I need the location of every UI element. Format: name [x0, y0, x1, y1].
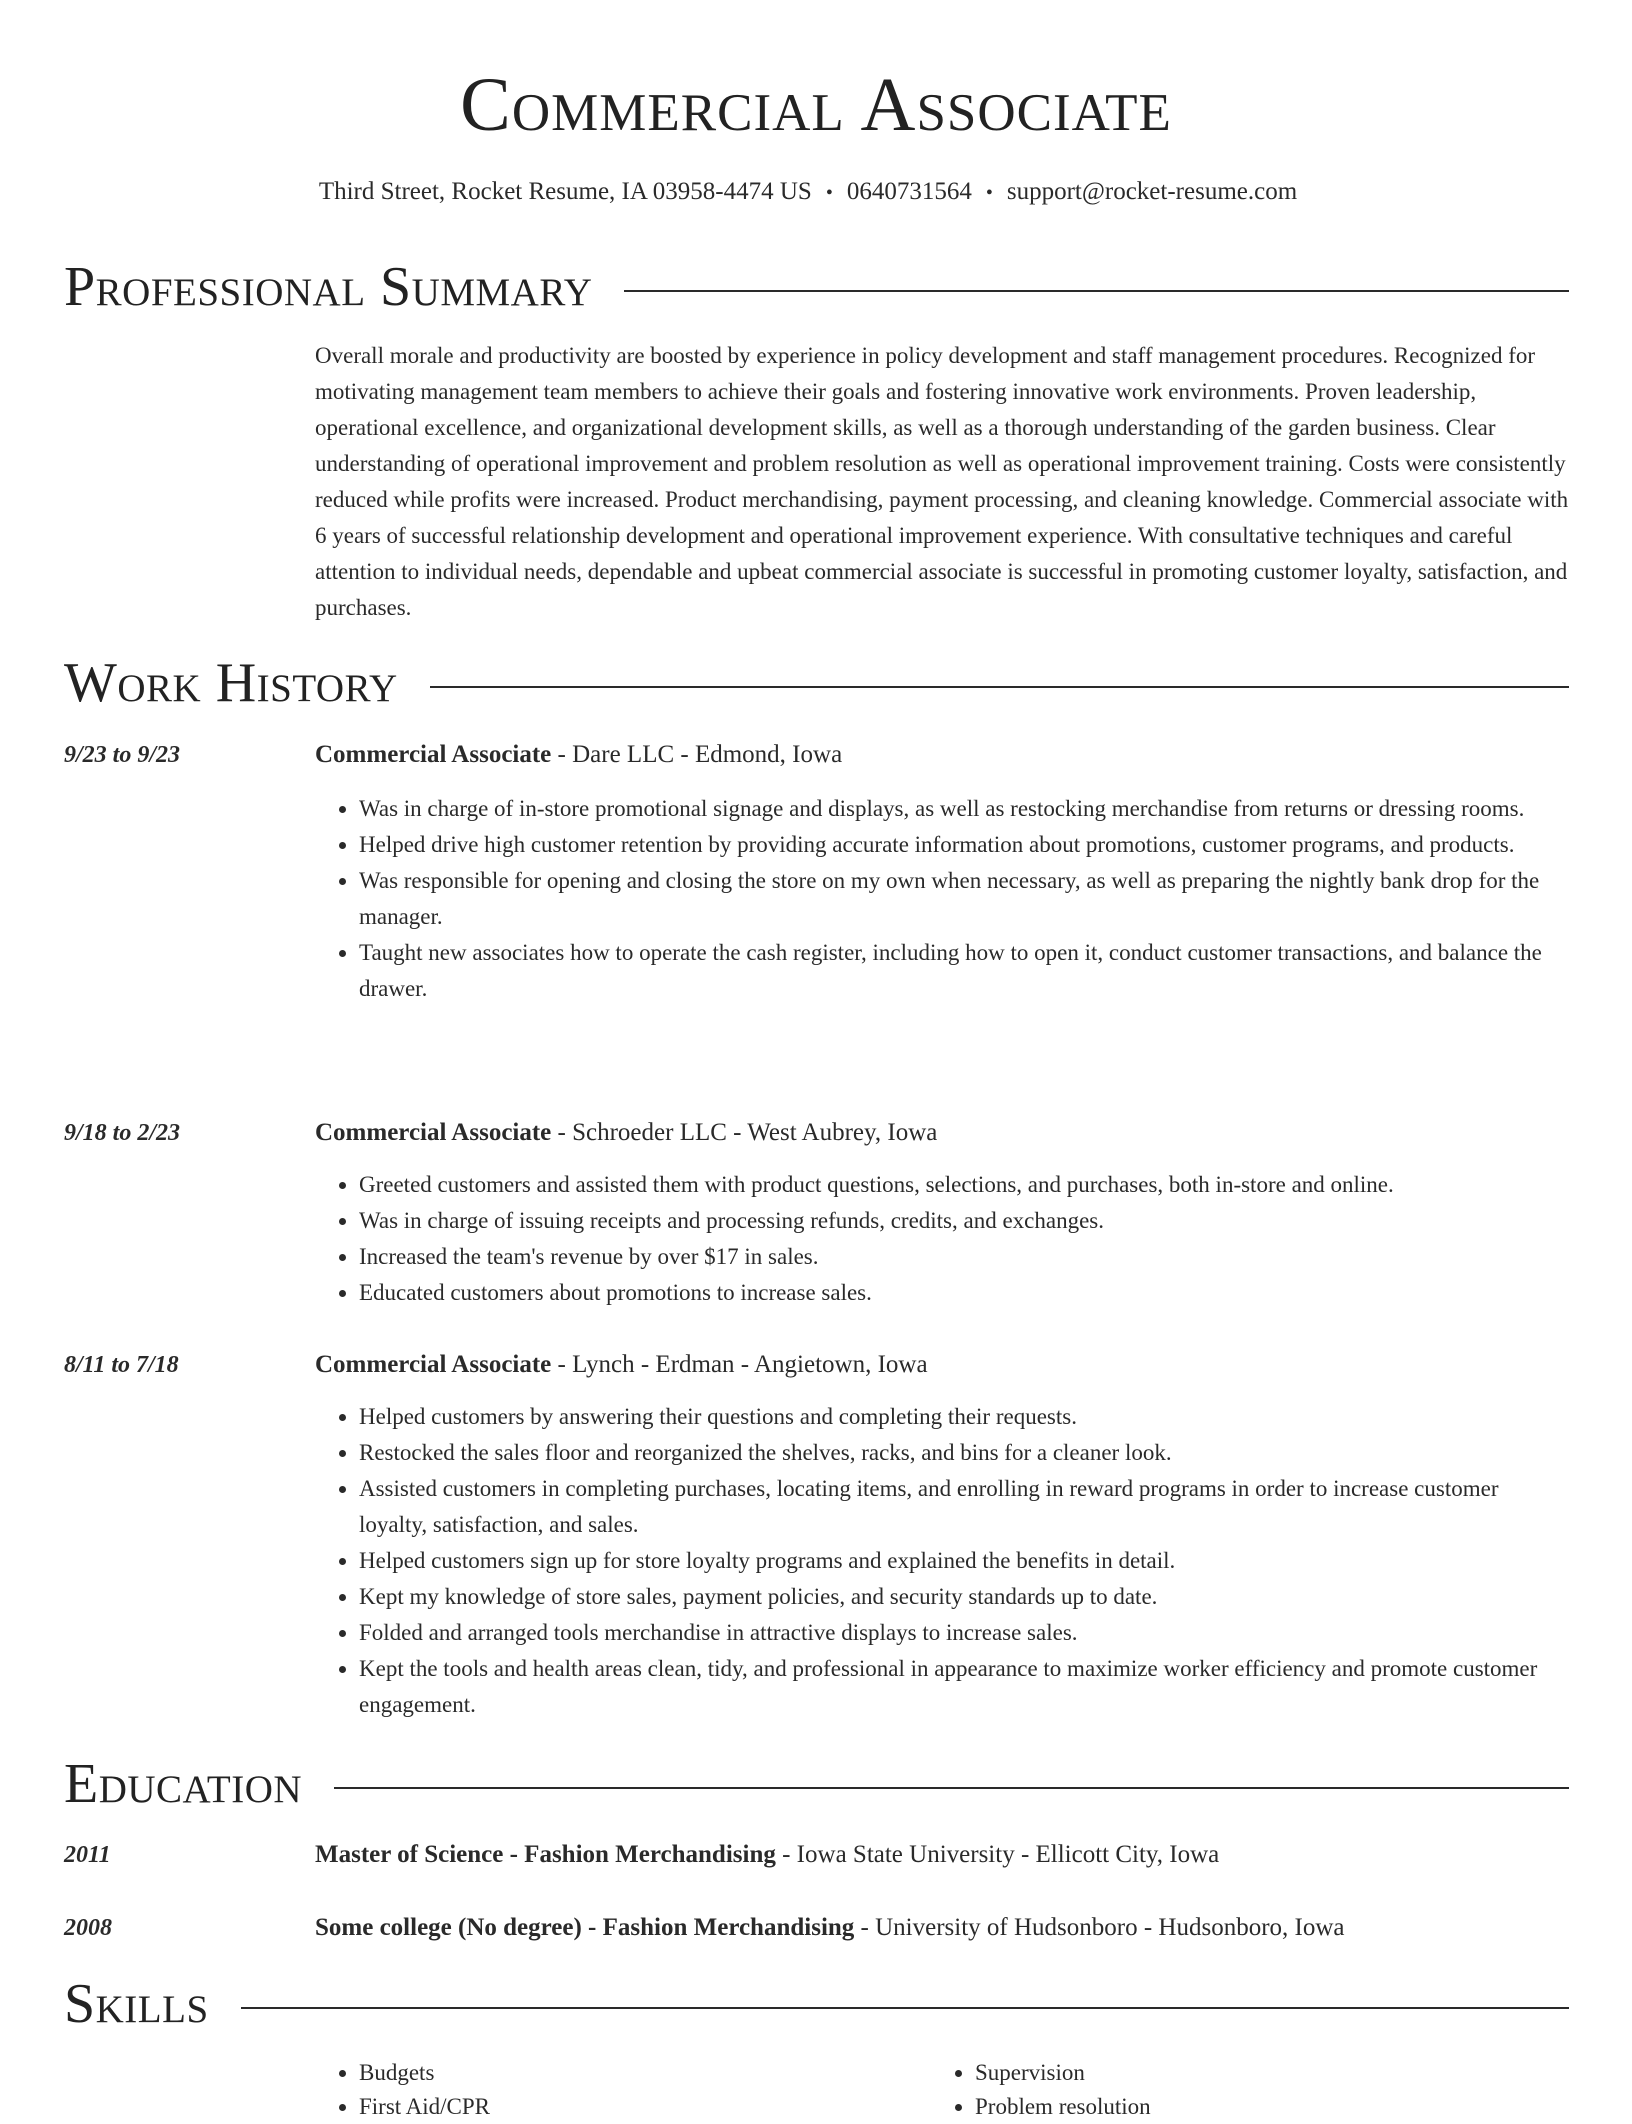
section-header-summary [64, 252, 1569, 322]
job-company: - Dare LLC - Edmond, Iowa [551, 741, 843, 768]
job-heading [315, 1347, 928, 1383]
section-title-education: Education [64, 1753, 303, 1815]
summary-text: Overall morale and productivity are boosted by experience in policy development and staff management procedures. Recognized for motivating management team members to achieve their goals and fostering innovative work environments. Proven leadership, operational excellence, and organizational development skills, as well as a thorough understanding of the garden business. Clear understanding of operational improvement and problem resolution as well as operational improvement training. Costs were consistently reduced while profits were increased. Product merchandising, payment processing, and cleaning knowledge. Commercial associate with 6 years of successful relationship development and operational improvement experience. With consultative techniques and careful attention to individual needs, dependable and upbeat commercial associate is successful in promoting customer loyalty, satisfaction, and purchases. [315, 343, 1569, 620]
job-dates: 8/11 to 7/18 [64, 1352, 179, 1378]
education-degree: Some college (No degree) - Fashion Merchandising [315, 1914, 855, 1941]
job-bullet: • Helped drive high customer retention by providing accurate information about promotions, customer programs, and products. [359, 827, 1570, 863]
job-bullet: • Assisted customers in completing purchases, locating items, and enrolling in reward programs in order to increase customer loyalty, satisfaction, and sales. [359, 1471, 1570, 1543]
contact-separator: • [825, 182, 833, 204]
contact-phone: 0640731564 [846, 178, 972, 205]
job-title: Commercial Associate [315, 1351, 552, 1378]
job-heading [315, 737, 842, 773]
candidate-name: Commercial Associate [460, 63, 1172, 147]
job-bullet: • Helped customers sign up for store loyalty programs and explained the benefits in detail. [359, 1543, 1570, 1579]
job-bullet: • Taught new associates how to operate the cash register, including how to open it, conduct customer transactions, and balance the drawer. [359, 935, 1570, 1007]
job-bullet: • Kept the tools and health areas clean, tidy, and professional in appearance to maximize worker efficiency and promote customer engagement. [359, 1651, 1570, 1723]
job-heading [315, 1115, 937, 1151]
job-bullet: • Kept my knowledge of store sales, payment policies, and security standards up to date. [359, 1579, 1570, 1615]
job-bullets [315, 791, 1570, 1007]
job-title: Commercial Associate [315, 1119, 552, 1146]
job-bullet: • Folded and arranged tools merchandise in attractive displays to increase sales. [359, 1615, 1570, 1651]
section-title-summary: Professional Summary [64, 256, 593, 318]
section-divider [624, 290, 1569, 292]
skill-item: • First Aid/CPR [359, 2090, 919, 2124]
contact-email: support@rocket-resume.com [1006, 178, 1298, 205]
contact-address: Third Street, Rocket Resume, IA 03958-4474 US [318, 178, 812, 205]
education-degree: Master of Science - Fashion Merchandising [315, 1841, 776, 1868]
skills-list-left [315, 2056, 919, 2124]
job-bullet: • Increased the team's revenue by over $17 in sales. [359, 1239, 1570, 1275]
section-divider [241, 2007, 1569, 2009]
job-company: - Lynch - Erdman - Angietown, Iowa [551, 1351, 928, 1378]
section-header-skills [64, 1969, 1569, 2039]
education-heading [315, 1837, 1219, 1873]
job-bullet: • Was in charge of in-store promotional signage and displays, as well as restocking merchandise from returns or dressing rooms. [359, 791, 1570, 827]
education-school: - University of Hudsonboro - Hudsonboro, Iowa [854, 1914, 1345, 1941]
job-bullet: • Educated customers about promotions to increase sales. [359, 1275, 1570, 1311]
section-header-work-history [64, 648, 1569, 718]
education-school: - Iowa State University - Ellicott City, Iowa [775, 1841, 1220, 1868]
job-bullets [315, 1167, 1570, 1311]
section-divider [334, 1787, 1569, 1789]
job-bullet: • Restocked the sales floor and reorganized the shelves, racks, and bins for a cleaner look. [359, 1435, 1570, 1471]
job-company: - Schroeder LLC - West Aubrey, Iowa [551, 1119, 938, 1146]
skill-item: • Supervision [975, 2056, 1535, 2090]
job-dates: 9/18 to 2/23 [64, 1120, 181, 1146]
skill-item: • Budgets [359, 2056, 919, 2090]
section-title-work-history: Work History [64, 652, 398, 714]
section-title-skills: Skills [64, 1973, 209, 2035]
contact-line [0, 174, 1616, 211]
education-year: 2011 [64, 1842, 111, 1868]
education-heading [315, 1910, 1345, 1946]
job-bullet: • Was in charge of issuing receipts and processing refunds, credits, and exchanges. [359, 1203, 1570, 1239]
education-year: 2008 [64, 1915, 112, 1941]
job-bullet: • Was responsible for opening and closing the store on my own when necessary, as well as preparing the nightly bank drop for the manager. [359, 863, 1570, 935]
contact-separator: • [985, 182, 993, 204]
skills-list-right [931, 2056, 1535, 2124]
job-dates: 9/23 to 9/23 [64, 742, 181, 768]
section-header-education [64, 1749, 1569, 1819]
skill-item: • Problem resolution [975, 2090, 1535, 2124]
job-bullet: • Helped customers by answering their questions and completing their requests. [359, 1399, 1570, 1435]
job-title: Commercial Associate [315, 741, 552, 768]
section-divider [430, 686, 1569, 688]
job-bullets [315, 1399, 1570, 1723]
job-bullet: • Greeted customers and assisted them with product questions, selections, and purchases, both in-store and online. [359, 1167, 1570, 1203]
